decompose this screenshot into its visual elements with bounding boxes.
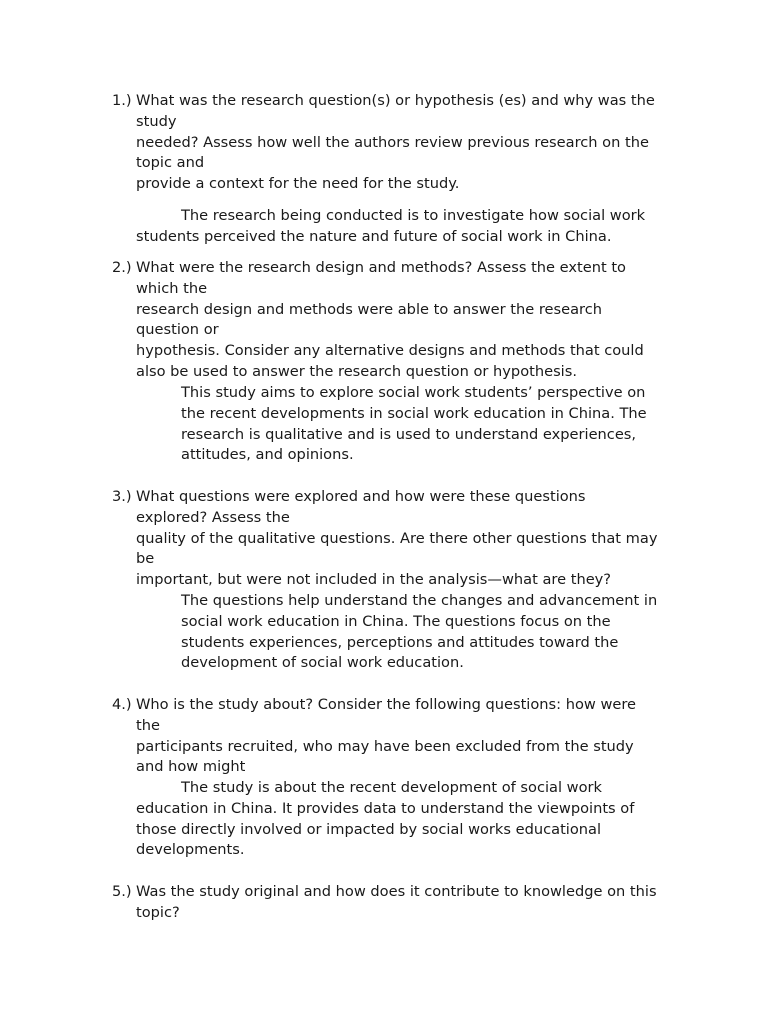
question-line: What was the research question(s) or hypothesis (es) and why was the (136, 92, 655, 109)
question-number: 2.) (112, 259, 132, 276)
question-line: hypothesis. Consider any alternative designs and methods that could (136, 342, 644, 360)
answer-line: The questions help understand the changes and advancement in (181, 592, 658, 609)
answer-line: those directly involved or impacted by social works educational (136, 820, 602, 838)
question-number: 4.) (112, 696, 132, 713)
question-number: 3.) (112, 488, 132, 505)
answer-2 (181, 383, 681, 466)
question-line: provide a context for the need for the study. (136, 175, 460, 193)
question-line: quality of the qualitative questions. Are there other questions that may (136, 529, 658, 547)
question-line: Was the study original and how does it contribute to knowledge on this (136, 883, 657, 900)
question-text (136, 91, 682, 195)
answer-line: attitudes, and opinions. (181, 446, 354, 464)
answer-line: The study is about the recent development of social work (181, 779, 602, 796)
answer-1 (136, 206, 682, 248)
question-text (136, 882, 682, 924)
question-text (136, 258, 682, 383)
question-line: topic and (136, 154, 205, 172)
question-number: 1.) (112, 92, 132, 109)
answer-4 (136, 778, 682, 861)
question-number: 5.) (112, 883, 132, 900)
answer-line: research is qualitative and is used to understand experiences, (181, 425, 637, 443)
question-line: question or (136, 321, 219, 339)
question-line: What were the research design and methods? Assess the extent to (136, 259, 626, 276)
question-text (136, 695, 682, 778)
answer-line: The research being conducted is to investigate how social work (181, 207, 646, 224)
question-line: also be used to answer the research question or hypothesis. (136, 362, 577, 380)
question-line: What questions were explored and how were these questions (136, 488, 586, 505)
question-line: topic? (136, 903, 180, 921)
question-line: Who is the study about? Consider the following questions: how were (136, 696, 637, 713)
question-line: study (136, 112, 177, 130)
answer-line: social work education in China. The questions focus on the (181, 612, 611, 630)
answer-3 (181, 591, 681, 674)
answer-line: education in China. It provides data to understand the viewpoints of (136, 799, 635, 817)
question-line: important, but were not included in the analysis—what are they? (136, 571, 612, 589)
question-line: needed? Assess how well the authors review previous research on the (136, 133, 649, 151)
question-line: be (136, 550, 155, 568)
question-line: research design and methods were able to answer the research (136, 300, 602, 318)
question-line: and how might (136, 758, 246, 776)
answer-line: the recent developments in social work education in China. The (181, 404, 647, 422)
answer-line: students perceived the nature and future of social work in China. (136, 227, 612, 245)
answer-line: students experiences, perceptions and attitudes toward the (181, 633, 619, 651)
answer-line: developments. (136, 841, 245, 859)
question-line: explored? Assess the (136, 508, 290, 526)
answer-line: This study aims to explore social work students’ perspective on (181, 384, 646, 401)
answer-line: development of social work education. (181, 654, 464, 672)
question-line: which the (136, 279, 208, 297)
question-text (136, 487, 682, 591)
question-line: participants recruited, who may have been excluded from the study (136, 737, 634, 755)
question-line: the (136, 716, 160, 734)
